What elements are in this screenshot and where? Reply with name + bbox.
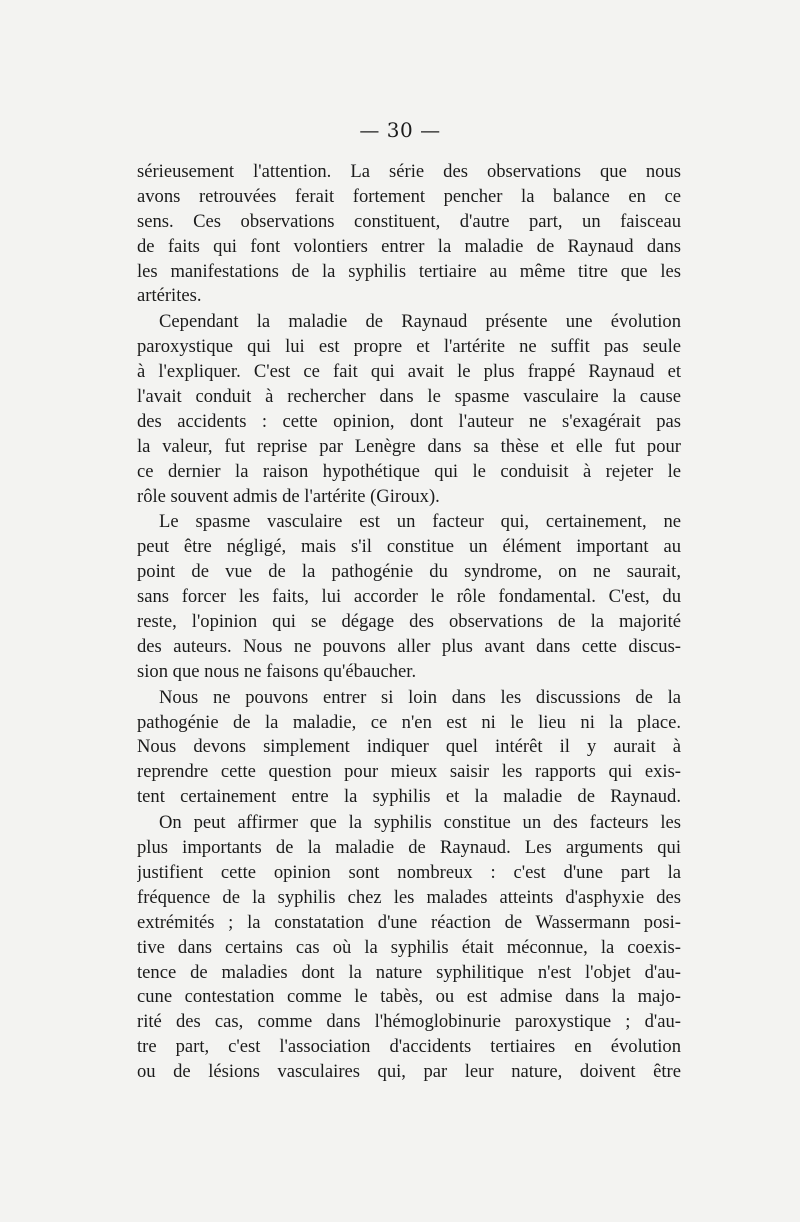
text-line: la valeur, fut reprise par Lenègre dans sa thèse et elle fut pour bbox=[137, 435, 681, 457]
text-line: de faits qui font volontiers entrer la maladie de Raynaud dans bbox=[137, 235, 681, 257]
text-line: Nous ne pouvons entrer si loin dans les discussions de la bbox=[159, 686, 681, 708]
text-line: cune contestation comme le tabès, ou est admise dans la majo- bbox=[137, 986, 681, 1008]
text-line: On peut affirmer que la syphilis constitue un des facteurs les bbox=[159, 812, 681, 834]
paragraph-2 bbox=[137, 310, 681, 509]
text-line: extrémités ; la constatation d'une réaction de Wassermann posi- bbox=[137, 911, 681, 933]
text-line: Nous devons simplement indiquer quel intérêt il y aurait à bbox=[137, 736, 681, 758]
text-line: les manifestations de la syphilis tertiaire au même titre que les bbox=[137, 260, 681, 282]
text-line: reprendre cette question pour mieux saisir les rapports qui exis- bbox=[137, 761, 681, 783]
paragraph-1 bbox=[137, 160, 681, 309]
text-line: sion que nous ne faisons qu'ébaucher. bbox=[137, 660, 417, 682]
text-line: ou de lésions vasculaires qui, par leur nature, doivent être bbox=[137, 1061, 681, 1083]
paragraph-4 bbox=[137, 686, 681, 810]
text-line: reste, l'opinion qui se dégage des observations de la majorité bbox=[137, 611, 681, 633]
text-line: tent certainement entre la syphilis et la maladie de Raynaud. bbox=[137, 786, 681, 808]
text-line: justifient cette opinion sont nombreux : c'est d'une part la bbox=[137, 861, 681, 883]
paragraph-3 bbox=[137, 510, 681, 684]
text-line: Le spasme vasculaire est un facteur qui, certainement, ne bbox=[159, 511, 681, 533]
text-line: sens. Ces observations constituent, d'autre part, un faisceau bbox=[137, 210, 681, 232]
text-line: l'avait conduit à rechercher dans le spasme vasculaire la cause bbox=[137, 386, 681, 408]
text-line: Cependant la maladie de Raynaud présente une évolution bbox=[159, 311, 681, 333]
text-line: avons retrouvées ferait fortement pencher la balance en ce bbox=[137, 185, 681, 207]
text-line: plus importants de la maladie de Raynaud. Les arguments qui bbox=[137, 837, 681, 859]
text-line: peut être négligé, mais s'il constitue un élément important au bbox=[137, 536, 681, 558]
text-line: pathogénie de la maladie, ce n'en est ni le lieu ni la place. bbox=[137, 711, 681, 733]
text-line: tre part, c'est l'association d'accidents tertiaires en évolution bbox=[137, 1036, 681, 1058]
text-line: rôle souvent admis de l'artérite (Giroux). bbox=[137, 485, 440, 507]
text-line: artérites. bbox=[137, 285, 202, 307]
page-number: — 30 — bbox=[359, 118, 441, 142]
text-line: des auteurs. Nous ne pouvons aller plus avant dans cette discus- bbox=[137, 635, 681, 657]
text-line: sérieusement l'attention. La série des observations que nous bbox=[137, 161, 681, 182]
text-line: à l'expliquer. C'est ce fait qui avait le plus frappé Raynaud et bbox=[137, 361, 681, 383]
text-line: rité des cas, comme dans l'hémoglobinurie paroxystique ; d'au- bbox=[137, 1011, 681, 1033]
text-line: des accidents : cette opinion, dont l'auteur ne s'exagérait pas bbox=[137, 410, 681, 432]
paragraph-5 bbox=[137, 811, 681, 1085]
text-line: fréquence de la syphilis chez les malades atteints d'asphyxie des bbox=[137, 886, 681, 908]
text-line: tive dans certains cas où la syphilis était méconnue, la coexis- bbox=[137, 936, 681, 958]
text-line: sans forcer les faits, lui accorder le rôle fondamental. C'est, du bbox=[137, 586, 681, 608]
body-text bbox=[137, 160, 681, 1085]
text-line: paroxystique qui lui est propre et l'artérite ne suffit pas seule bbox=[137, 336, 681, 358]
text-line: ce dernier la raison hypothétique qui le conduisit à rejeter le bbox=[137, 460, 681, 482]
text-line: point de vue de la pathogénie du syndrome, on ne saurait, bbox=[137, 561, 681, 583]
text-line: tence de maladies dont la nature syphilitique n'est l'objet d'au- bbox=[137, 961, 681, 983]
